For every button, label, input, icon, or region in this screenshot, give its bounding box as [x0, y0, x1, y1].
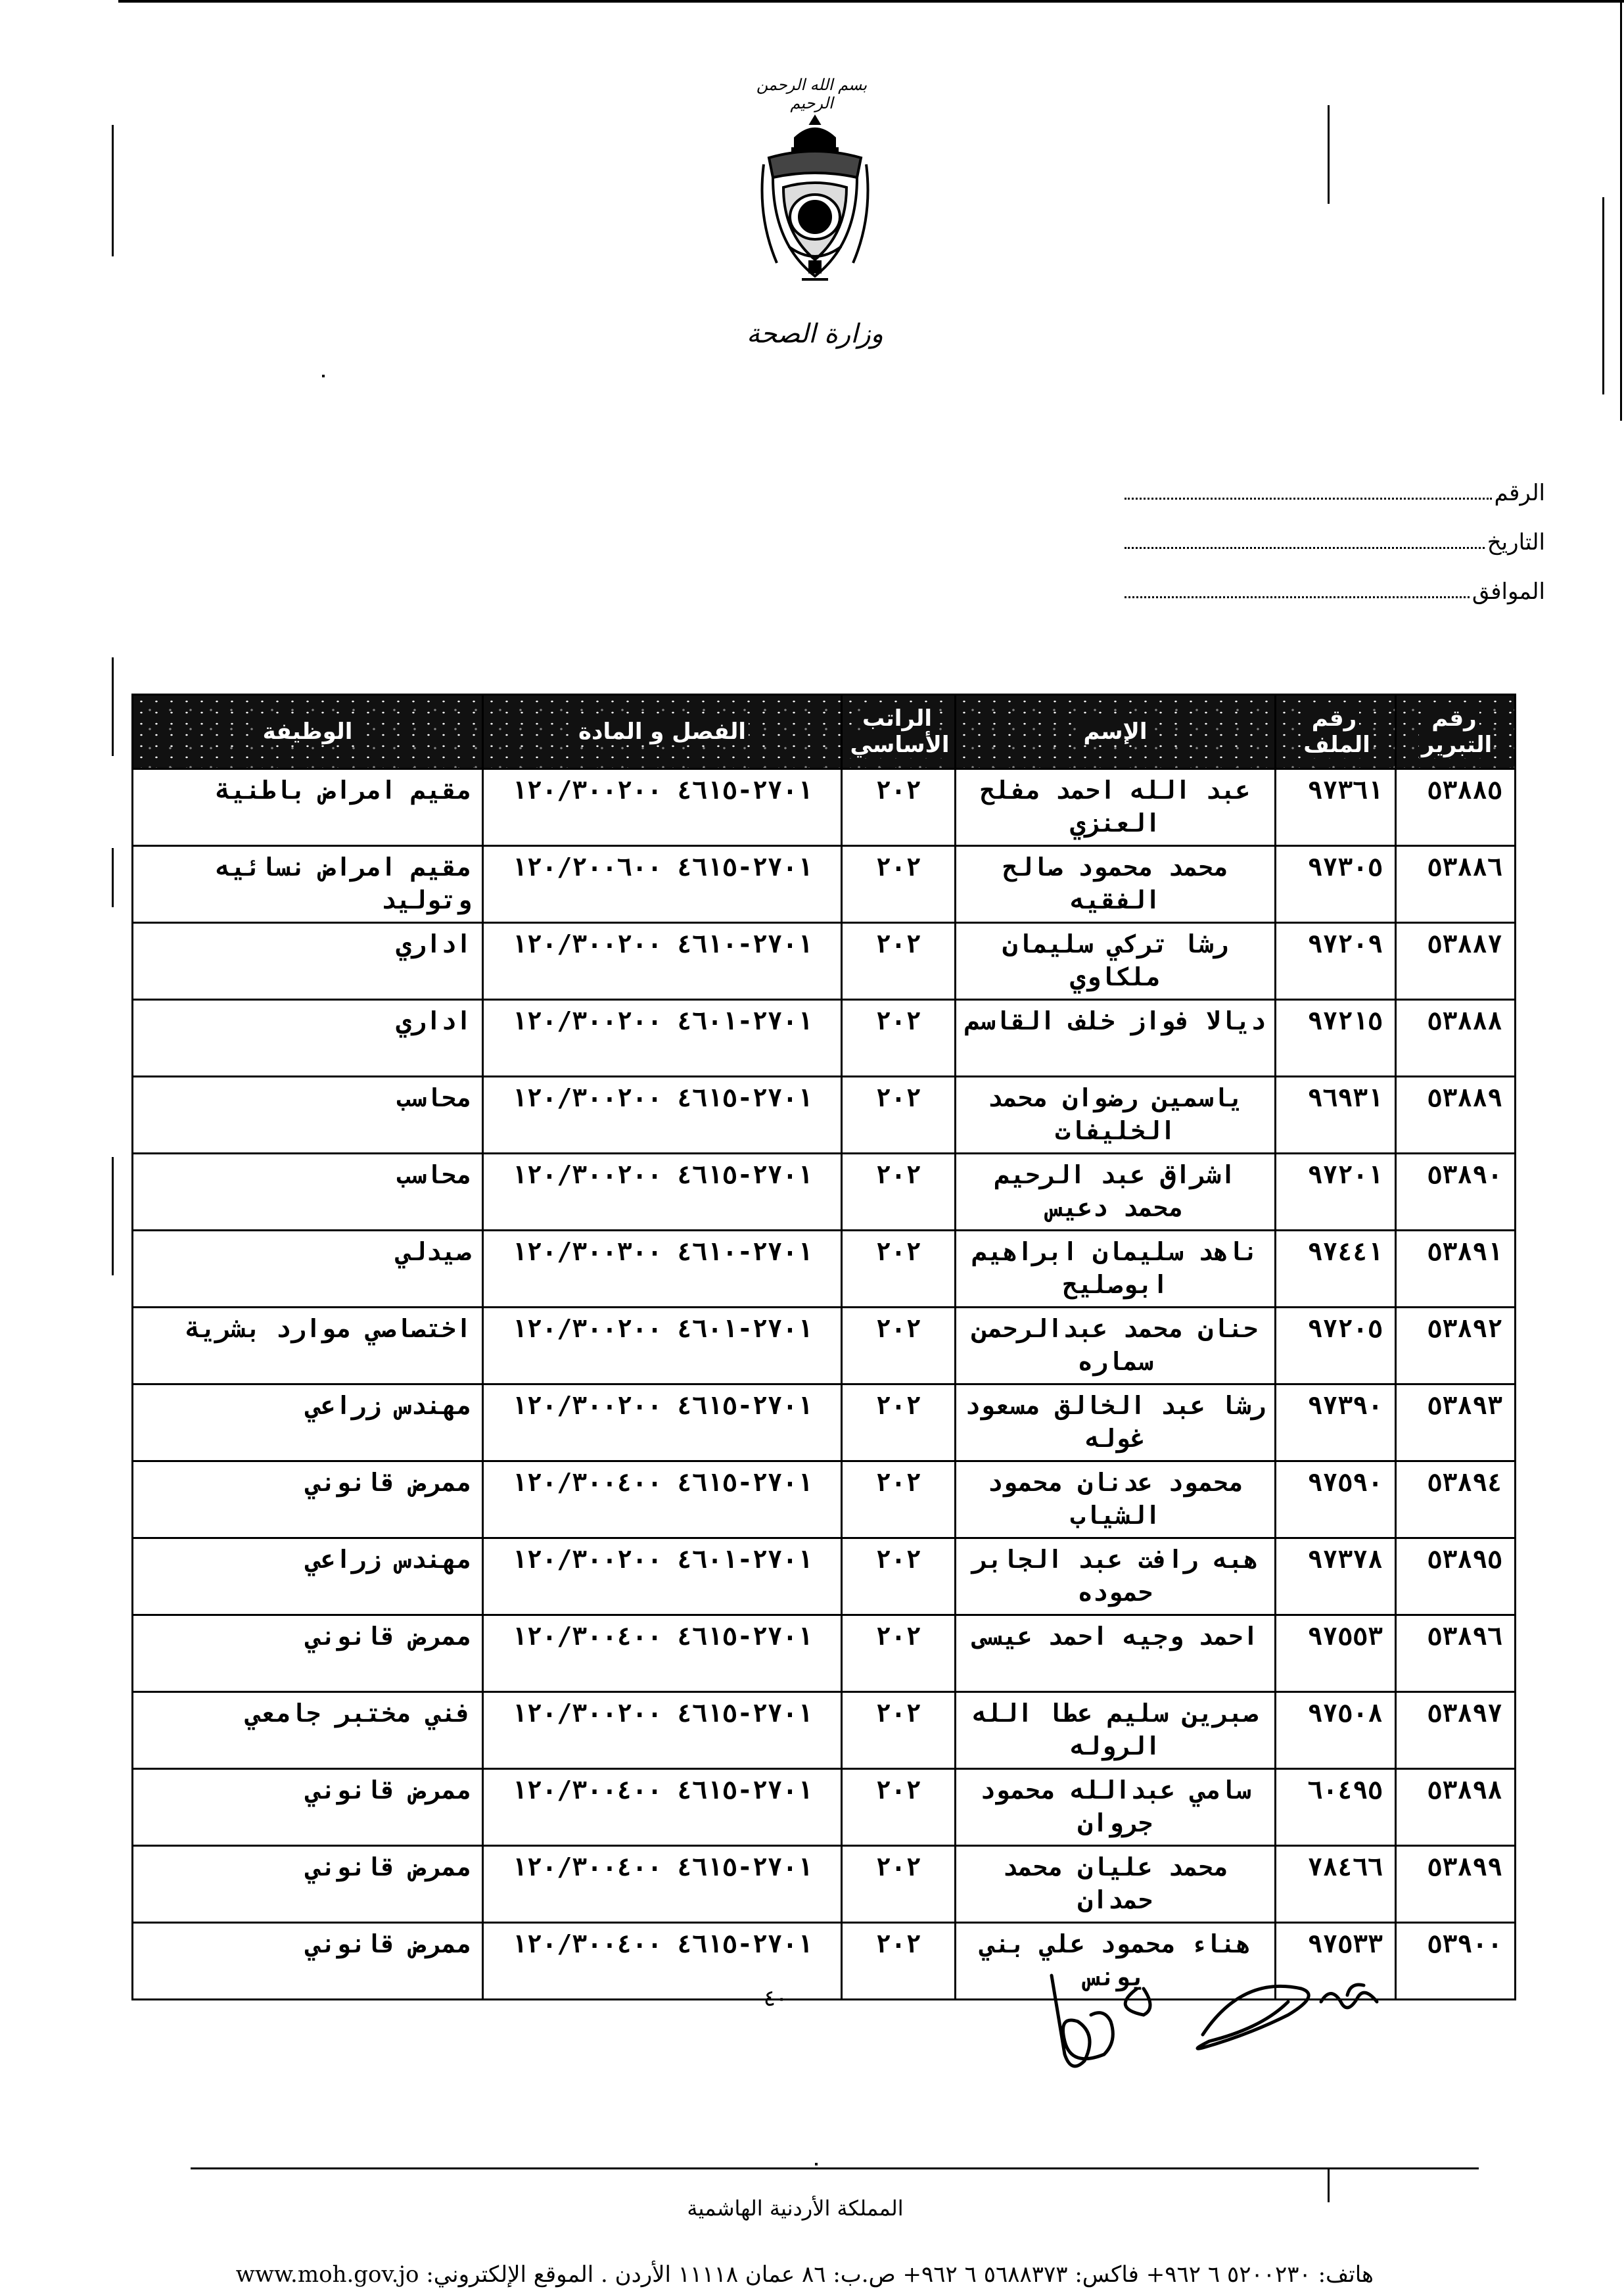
- cell-file: ٩٦٩٣١: [1276, 1077, 1396, 1154]
- cell-job: ممرض قانوني: [133, 1923, 483, 2000]
- table-row: [133, 1615, 1516, 1692]
- cell-serial: ٥٣٨٩٨: [1396, 1769, 1516, 1846]
- header-serial: رقم التبرير: [1396, 695, 1516, 769]
- cell-job: اختصاصي موارد بشرية: [133, 1308, 483, 1384]
- footer-divider: [191, 2167, 1479, 2169]
- table-row: [133, 1461, 1516, 1538]
- cell-grade: ٢٠٢: [842, 1923, 956, 2000]
- cell-job: ممرض قانوني: [133, 1461, 483, 1538]
- cell-name: محمد محمود صالح الفقيه: [956, 846, 1276, 923]
- cell-file: ٩٧٢٠٥: [1276, 1308, 1396, 1384]
- corresponding-date-label: الموافق: [1472, 579, 1545, 605]
- page-border-top: [118, 0, 1624, 3]
- staff-table: [131, 694, 1516, 2000]
- cell-grade: ٢٠٢: [842, 1692, 956, 1769]
- cell-account: ٢٧٠١-٤٦١٥ ١٢٠/٣٠٠٢٠٠: [483, 769, 842, 846]
- cell-serial: ٥٣٨٩٢: [1396, 1308, 1516, 1384]
- cell-job: مهندس زراعي: [133, 1538, 483, 1615]
- header-file: رقم الملف: [1276, 695, 1396, 769]
- table-row: [133, 1846, 1516, 1923]
- cell-account: ٢٧٠١-٤٦٠١ ١٢٠/٣٠٠٢٠٠: [483, 1538, 842, 1615]
- cell-name: هبه رافت عبد الجابر حموده: [956, 1538, 1276, 1615]
- margin-mark: [112, 1157, 114, 1275]
- cell-account: ٢٧٠١-٤٦٠١ ١٢٠/٣٠٠٢٠٠: [483, 1308, 842, 1384]
- cell-account: ٢٧٠١-٤٦١٥ ١٢٠/٣٠٠٤٠٠: [483, 1461, 842, 1538]
- table-row: [133, 769, 1516, 846]
- table-header-row: [133, 695, 1516, 769]
- ref-number-field: [1125, 473, 1545, 513]
- cell-job: اداري: [133, 923, 483, 1000]
- cell-file: ٩٧٥٣٣: [1276, 1923, 1396, 2000]
- cell-job: صيدلي: [133, 1231, 483, 1308]
- cell-account: ٢٧٠١-٤٦١٥ ١٢٠/٣٠٠٢٠٠: [483, 1384, 842, 1461]
- date-label: التاريخ: [1487, 529, 1545, 556]
- cell-account: ٢٧٠١-٤٦١٥ ١٢٠/٣٠٠٤٠٠: [483, 1846, 842, 1923]
- cell-serial: ٥٣٨٩٩: [1396, 1846, 1516, 1923]
- cell-name: محمد عليان محمد حمدان: [956, 1846, 1276, 1923]
- cell-grade: ٢٠٢: [842, 846, 956, 923]
- cell-file: ٩٧٥٥٣: [1276, 1615, 1396, 1692]
- cell-name: اشراق عبد الرحيم محمد دعيس: [956, 1154, 1276, 1231]
- cell-file: ٩٧٥٠٨: [1276, 1692, 1396, 1769]
- cell-job: محاسب: [133, 1154, 483, 1231]
- cell-name: صبرين سليم عطا الله الروله: [956, 1692, 1276, 1769]
- cell-serial: ٥٣٨٩٥: [1396, 1538, 1516, 1615]
- cell-grade: ٢٠٢: [842, 1154, 956, 1231]
- cell-grade: ٢٠٢: [842, 1231, 956, 1308]
- signature-icon: [1038, 1956, 1420, 2081]
- cell-job: مقيم امراض نسائيه وتوليد: [133, 846, 483, 923]
- cell-account: ٢٧٠١-٤٦١٠ ١٢٠/٣٠٠٢٠٠: [483, 923, 842, 1000]
- cell-account: ٢٧٠١-٤٦١٥ ١٢٠/٣٠٠٤٠٠: [483, 1923, 842, 2000]
- cell-name: سامي عبدالله محمود جروان: [956, 1769, 1276, 1846]
- cell-name: احمد وجيه احمد عيسى: [956, 1615, 1276, 1692]
- cell-serial: ٥٣٨٨٩: [1396, 1077, 1516, 1154]
- basmala: بسم الله الرحمن الرحيم: [756, 76, 868, 112]
- cell-grade: ٢٠٢: [842, 769, 956, 846]
- cell-name: رشا عبد الخالق مسعود غوله: [956, 1384, 1276, 1461]
- cell-name: عبد الله احمد مفلح العنزي: [956, 769, 1276, 846]
- date-field: [1125, 523, 1545, 562]
- cell-file: ٩٧٢٠١: [1276, 1154, 1396, 1231]
- cell-serial: ٥٣٨٨٥: [1396, 769, 1516, 846]
- cell-account: ٢٧٠١-٤٦١٥ ١٢٠/٢٠٠٦٠٠: [483, 846, 842, 923]
- header-name: الإسم: [956, 695, 1276, 769]
- cell-grade: ٢٠٢: [842, 1384, 956, 1461]
- table-row: [133, 1692, 1516, 1769]
- cell-name: رشا تركي سليمان ملكاوي: [956, 923, 1276, 1000]
- table-row: [133, 1231, 1516, 1308]
- cell-account: ٢٧٠١-٤٦١٥ ١٢٠/٣٠٠٢٠٠: [483, 1077, 842, 1154]
- table-body: [133, 769, 1516, 2000]
- margin-mark: [112, 848, 114, 907]
- table-row: [133, 1154, 1516, 1231]
- cell-job: ممرض قانوني: [133, 1615, 483, 1692]
- cell-name: ناهد سليمان ابراهيم ابوصليح: [956, 1231, 1276, 1308]
- cell-job: مقيم امراض باطنية: [133, 769, 483, 846]
- header-job: الوظيفة: [133, 695, 483, 769]
- margin-mark: [1602, 197, 1604, 394]
- cell-serial: ٥٣٨٨٨: [1396, 1000, 1516, 1077]
- cell-file: ٩٧٥٩٠: [1276, 1461, 1396, 1538]
- cell-grade: ٢٠٢: [842, 1769, 956, 1846]
- coat-of-arms-icon: [749, 112, 881, 286]
- table-row: [133, 1769, 1516, 1846]
- cell-job: مهندس زراعي: [133, 1384, 483, 1461]
- cell-serial: ٥٣٨٨٧: [1396, 923, 1516, 1000]
- cell-file: ٩٧٢٠٩: [1276, 923, 1396, 1000]
- cell-serial: ٥٣٩٠٠: [1396, 1923, 1516, 2000]
- header-grade: الراتب الأساسي: [842, 695, 956, 769]
- margin-mark: [1328, 105, 1330, 204]
- cell-file: ٩٧٣٠٥: [1276, 846, 1396, 923]
- cell-file: ٩٧٤٤١: [1276, 1231, 1396, 1308]
- cell-grade: ٢٠٢: [842, 1846, 956, 1923]
- table-row: [133, 1077, 1516, 1154]
- page-border-right: [1620, 0, 1622, 421]
- cell-name: هناء محمود علي بني يونس: [956, 1923, 1276, 2000]
- table-row: [133, 846, 1516, 923]
- ref-number-label: الرقم: [1494, 480, 1545, 506]
- cell-account: ٢٧٠١-٤٦١٥ ١٢٠/٣٠٠٤٠٠: [483, 1615, 842, 1692]
- cell-serial: ٥٣٨٩٤: [1396, 1461, 1516, 1538]
- cell-serial: ٥٣٨٩٧: [1396, 1692, 1516, 1769]
- cell-account: ٢٧٠١-٤٦١٠ ١٢٠/٣٠٠٣٠٠: [483, 1231, 842, 1308]
- header-account: الفصل و المادة: [483, 695, 842, 769]
- cell-job: فني مختبر جامعي: [133, 1692, 483, 1769]
- table-row: [133, 1538, 1516, 1615]
- table-row: [133, 1000, 1516, 1077]
- cell-file: ٧٨٤٦٦: [1276, 1846, 1396, 1923]
- cell-job: ممرض قانوني: [133, 1846, 483, 1923]
- cell-job: اداري: [133, 1000, 483, 1077]
- cell-name: حنان محمد عبدالرحمن سماره: [956, 1308, 1276, 1384]
- cell-serial: ٥٣٨٩٦: [1396, 1615, 1516, 1692]
- cell-file: ٩٧٣٧٨: [1276, 1538, 1396, 1615]
- cell-grade: ٢٠٢: [842, 1077, 956, 1154]
- table-row: [133, 923, 1516, 1000]
- cell-serial: ٥٣٨٩١: [1396, 1231, 1516, 1308]
- cell-file: ٦٠٤٩٥: [1276, 1769, 1396, 1846]
- margin-mark: [1328, 2169, 1330, 2202]
- page-number: ٤٠: [763, 1985, 788, 2012]
- cell-name: ياسمين رضوان محمد الخليفات: [956, 1077, 1276, 1154]
- cell-name: ديالا فواز خلف القاسم: [956, 1000, 1276, 1077]
- cell-file: ٩٧٣٩٠: [1276, 1384, 1396, 1461]
- cell-grade: ٢٠٢: [842, 923, 956, 1000]
- cell-serial: ٥٣٨٩٣: [1396, 1384, 1516, 1461]
- table-row: [133, 1384, 1516, 1461]
- cell-grade: ٢٠٢: [842, 1615, 956, 1692]
- margin-mark: [112, 125, 114, 256]
- cell-account: ٢٧٠١-٤٦١٥ ١٢٠/٣٠٠٢٠٠: [483, 1154, 842, 1231]
- cell-grade: ٢٠٢: [842, 1308, 956, 1384]
- cell-account: ٢٧٠١-٤٦١٥ ١٢٠/٣٠٠٢٠٠: [483, 1692, 842, 1769]
- cell-name: محمود عدنان محمود الشياب: [956, 1461, 1276, 1538]
- cell-job: محاسب: [133, 1077, 483, 1154]
- margin-mark: [112, 657, 114, 756]
- footer-contact: هاتف: ٥٢٠٠٢٣٠ ٦ ٩٦٢+ فاكس: ٥٦٨٨٣٧٣ ٦ ٩٦٢+ ص.ب: ٨٦ عمان ١١١١٨ الأردن . الموقع الإلكتروني: www.moh.gov.jo: [235, 2261, 1374, 2288]
- corresponding-date-field: [1125, 572, 1545, 611]
- cell-grade: ٢٠٢: [842, 1538, 956, 1615]
- table-row: [133, 1308, 1516, 1384]
- cell-account: ٢٧٠١-٤٦٠١ ١٢٠/٣٠٠٢٠٠: [483, 1000, 842, 1077]
- ministry-name: وزارة الصحة: [747, 319, 883, 349]
- cell-file: ٩٧٢١٥: [1276, 1000, 1396, 1077]
- footer-country: المملكة الأردنية الهاشمية: [687, 2196, 904, 2221]
- cell-serial: ٥٣٨٨٦: [1396, 846, 1516, 923]
- cell-grade: ٢٠٢: [842, 1461, 956, 1538]
- cell-serial: ٥٣٨٩٠: [1396, 1154, 1516, 1231]
- cell-file: ٩٧٣٦١: [1276, 769, 1396, 846]
- cell-account: ٢٧٠١-٤٦١٥ ١٢٠/٣٠٠٤٠٠: [483, 1769, 842, 1846]
- cell-job: ممرض قانوني: [133, 1769, 483, 1846]
- cell-grade: ٢٠٢: [842, 1000, 956, 1077]
